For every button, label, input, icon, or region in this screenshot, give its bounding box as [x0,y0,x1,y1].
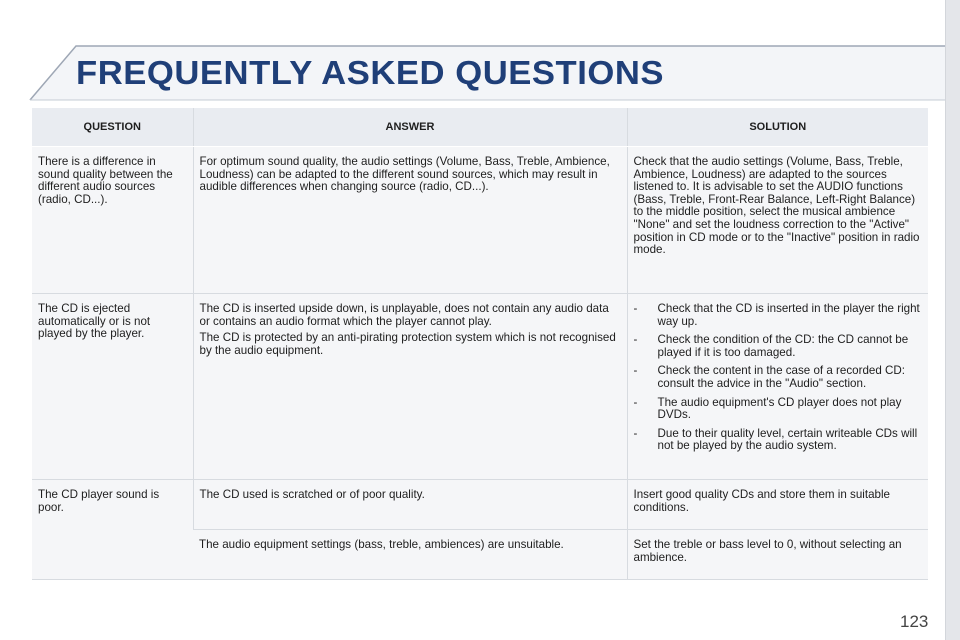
page-header [0,0,945,110]
answer-text: The CD used is scratched or of poor quality. [199,488,425,501]
table-row [32,480,928,530]
question-cell [32,294,193,480]
question-text: The CD is ejected automatically or is not played by the player. [38,302,151,341]
answer-cell [193,147,627,294]
column-header-answer: ANSWER [193,108,627,147]
answer-cell [193,530,627,580]
solution-text: Set the treble or bass level to 0, without selecting an ambience. [633,538,902,564]
solution-list-item: - Due to their quality level, certain writeable CDs will not be played by the audio system. [634,428,923,453]
answer-text: The CD is protected by an anti-pirating protection system which is not recognised by the audio equipment. [199,331,616,357]
answer-cell [193,294,627,480]
faq-table [32,108,928,580]
answer-text: The CD is inserted upside down, is unplayable, does not contain any audio data or contains an audio format which the player cannot play. [199,302,609,328]
solution-text: Check that the audio settings (Volume, Bass, Treble, Ambience, Loudness) are adapted to the sources listened to. It is advisable to set the AUDIO functions (Bass, Treble, Front-Rear Balance, Left-Right Balance) to the middle position, select the musical ambience "None" and set the loudness correction to the "Active" position in CD mode or to the "Inactive" position in radio mode. [633,155,920,257]
answer-text: The audio equipment settings (bass, treble, ambiences) are unsuitable. [199,538,564,551]
column-header-question: QUESTION [32,108,193,147]
question-text: The CD player sound is poor. [38,488,160,514]
page-number: 123 [900,612,929,631]
page-edge-rail [945,0,960,640]
solution-cell [627,480,928,530]
table-header-row [32,108,928,147]
table-row [32,147,928,294]
solution-list [634,303,923,453]
solution-list-item: - Check the condition of the CD: the CD cannot be played if it is too damaged. [634,334,923,359]
solution-cell [627,147,928,294]
solution-list-item: - The audio equipment's CD player does not play DVDs. [634,397,923,422]
solution-cell [627,530,928,580]
solution-cell [627,294,928,480]
answer-cell [193,480,627,530]
solution-list-item: - Check that the CD is inserted in the player the right way up. [634,303,923,328]
solution-list-item: - Check the content in the case of a recorded CD: consult the advice in the "Audio" section. [634,365,923,390]
column-header-solution: SOLUTION [627,108,928,147]
answer-text: For optimum sound quality, the audio settings (Volume, Bass, Treble, Ambience, Loudness) can be adapted to the different sound sources, which may result in audible differences when changing source (radio, CD...). [199,155,610,194]
question-text: There is a difference in sound quality between the different audio sources (radio, CD...). [38,155,173,206]
question-cell [32,147,193,294]
question-cell [32,480,193,580]
page-title: FREQUENTLY ASKED QUESTIONS [76,54,665,91]
solution-text: Insert good quality CDs and store them in suitable conditions. [633,488,890,514]
table-row [32,294,928,480]
